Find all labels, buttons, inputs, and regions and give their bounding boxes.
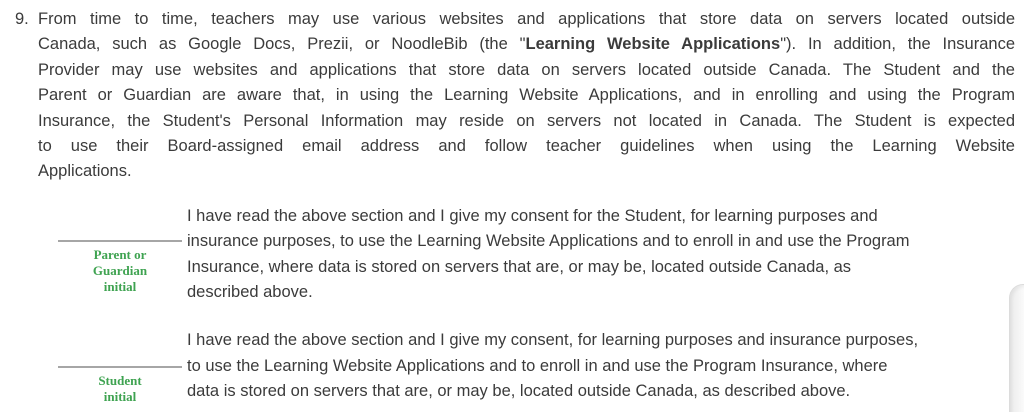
paragraph-line: described above. bbox=[187, 283, 313, 302]
paragraph-line: to use the Learning Website Applications and to enroll in and use the Program Insurance, where bbox=[187, 356, 888, 375]
parent-consent-paragraph bbox=[187, 204, 1024, 306]
student-consent-paragraph bbox=[187, 328, 1024, 405]
paragraph-line: From time to time, teachers may use various websites and applications that store data on servers located outside bbox=[38, 10, 1015, 28]
paragraph-line: to use their Board-assigned email address and follow teacher guidelines when using the Learning Website bbox=[38, 137, 1015, 156]
student-initial-field bbox=[0, 328, 187, 405]
parent-initial-label bbox=[58, 247, 182, 295]
paragraph-line: Insurance, where data is stored on servers that are, or may be, located outside Canada, as bbox=[187, 257, 852, 276]
parent-consent-row bbox=[0, 204, 1024, 306]
label-line: Student bbox=[98, 373, 142, 389]
student-consent-row bbox=[0, 328, 1024, 405]
clause-9-paragraph bbox=[38, 7, 1015, 185]
paragraph-line: I have read the above section and I give my consent for the Student, for learning purposes and bbox=[187, 206, 878, 225]
paragraph-line: insurance purposes, to use the Learning Website Applications and to enroll in and use the Program bbox=[187, 232, 910, 251]
paragraph-line: Insurance, the Student's Personal Information may reside on servers not located in Canada. The Student is expected bbox=[38, 111, 1015, 130]
paragraph-line: Parent or Guardian are aware that, in using the Learning Website Applications, and in enrolling and using the Program bbox=[38, 86, 1015, 105]
floating-widget-partial[interactable] bbox=[1009, 284, 1024, 412]
paragraph-line: data is stored on servers that are, or may be, located outside Canada, as described above. bbox=[187, 382, 851, 401]
clause-9 bbox=[0, 0, 1024, 185]
parent-initial-field bbox=[0, 204, 187, 306]
student-initial-label bbox=[58, 373, 182, 405]
parent-initial-line bbox=[58, 240, 182, 242]
paragraph-line: Provider may use websites and applications that store data on servers located outside Canada. The Student and the bbox=[38, 60, 1015, 79]
label-line: initial bbox=[103, 389, 137, 405]
label-line: Parent or bbox=[93, 246, 147, 262]
list-item-number: 9. bbox=[15, 10, 29, 28]
paragraph-line: I have read the above section and I give my consent, for learning purposes and insurance purposes, bbox=[187, 331, 919, 350]
label-line: Guardian bbox=[92, 262, 148, 278]
paragraph-line: Applications. bbox=[38, 162, 132, 181]
paragraph-line: Canada, such as Google Docs, Prezii, or NoodleBib (the "Learning Website Applications"). In addition, the Insurance bbox=[38, 35, 1015, 54]
label-line: initial bbox=[103, 278, 137, 294]
student-initial-line bbox=[58, 366, 182, 368]
